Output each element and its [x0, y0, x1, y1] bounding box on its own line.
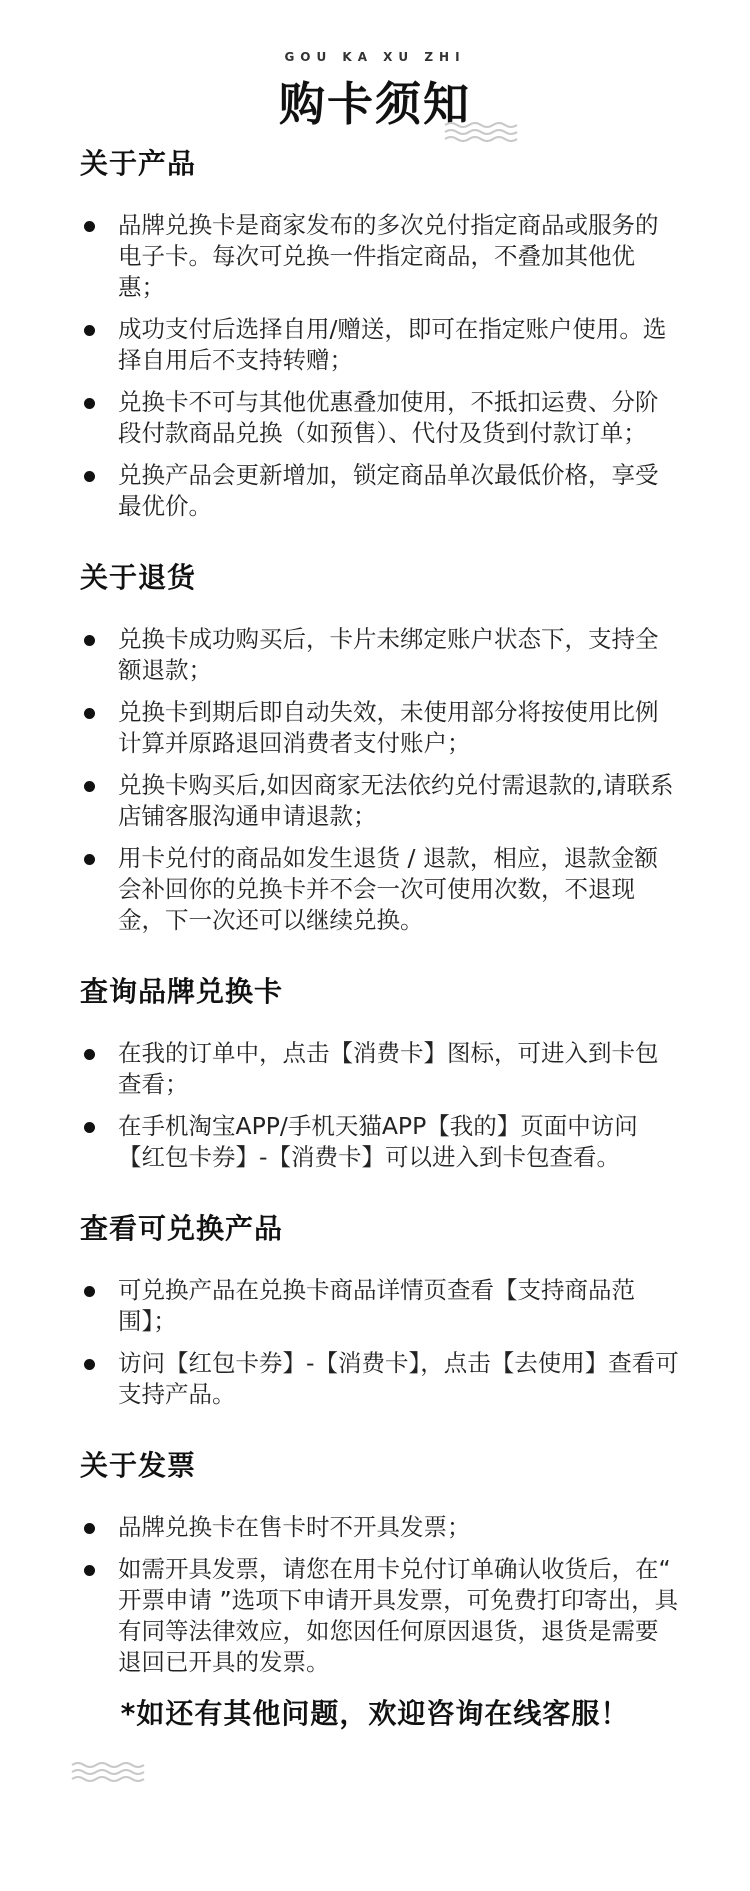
bullet-icon [84, 471, 95, 482]
list-item-text: 如需开具发票，请您在用卡兑付订单确认收货后，在“ 开票申请 ”选项下申请开具发票，可免费打印寄出，具有同等法律效应，如您因任何原因退货，退货是需要退回已开具的发票。 [118, 1555, 679, 1676]
section-heading: 查看可兑换产品 [80, 1212, 284, 1245]
list-item-text: 在我的订单中，点击【消费卡】图标，可进入到卡包查看； [118, 1039, 659, 1098]
section-heading: 查询品牌兑换卡 [80, 975, 284, 1008]
list-item-text: 品牌兑换卡在售卡时不开具发票； [118, 1513, 471, 1541]
list-item-text: 用卡兑付的商品如发生退货 / 退款，相应，退款金额会补回你的兑换卡并不会一次可使用次数，不退现金，下一次还可以继续兑换。 [118, 844, 658, 934]
wave-decoration-icon [443, 120, 519, 144]
list-item-text: 兑换卡到期后即自动失效，未使用部分将按使用比例计算并原路退回消费者支付账户； [118, 698, 659, 757]
bullet-icon [84, 1565, 95, 1576]
list-item [80, 387, 680, 449]
list-item-text: 兑换卡购买后,如因商家无法依约兑付需退款的,请联系店铺客服沟通申请退款； [118, 771, 674, 830]
list-item [80, 1348, 680, 1410]
section-invoice [80, 1444, 680, 1678]
list-item-text: 兑换卡不可与其他优惠叠加使用，不抵扣运费、分阶段付款商品兑换（如预售）、代付及货到付款订单； [118, 388, 659, 447]
list-item [80, 1111, 680, 1173]
list-item-text: 访问【红包卡券】-【消费卡】，点击【去使用】查看可支持产品。 [118, 1349, 679, 1408]
bullet-icon [84, 398, 95, 409]
page-title: 购卡须知 [279, 77, 471, 131]
bullet-icon [84, 1286, 95, 1297]
bullet-icon [84, 1359, 95, 1370]
list-item-text: 品牌兑换卡是商家发布的多次兑付指定商品或服务的电子卡。每次可兑换一件指定商品，不叠加其他优惠； [118, 211, 659, 301]
list-item [80, 770, 680, 832]
list-item [80, 697, 680, 759]
section-heading: 关于发票 [80, 1449, 197, 1482]
section-about-returns [80, 556, 680, 936]
list-item [80, 1275, 680, 1337]
bullet-list [80, 1512, 680, 1678]
bullet-list [80, 210, 680, 522]
list-item [80, 210, 680, 303]
section-heading: 关于退货 [80, 561, 197, 594]
list-item-text: 可兑换产品在兑换卡商品详情页查看【支持商品范围】； [118, 1276, 635, 1335]
bullet-icon [84, 1523, 95, 1534]
section-query-card [80, 970, 680, 1173]
list-item [80, 1512, 680, 1543]
bullet-icon [84, 635, 95, 646]
bullet-list [80, 624, 680, 936]
section-heading: 关于产品 [80, 147, 197, 180]
list-item-text: 在手机淘宝APP/手机天猫APP【我的】页面中访问【红包卡券】-【消费卡】可以进入到卡包查看。 [118, 1112, 638, 1171]
list-item-text: 兑换卡成功购买后，卡片未绑定账户状态下，支持全额退款； [118, 625, 659, 684]
list-item [80, 1038, 680, 1100]
bullet-list [80, 1038, 680, 1173]
list-item [80, 624, 680, 686]
list-item [80, 460, 680, 522]
list-item-text: 成功支付后选择自用/赠送，即可在指定账户使用。选择自用后不支持转赠； [118, 315, 667, 374]
section-about-product [80, 142, 680, 522]
list-item [80, 1554, 680, 1678]
bullet-icon [84, 325, 95, 336]
bullet-icon [84, 781, 95, 792]
wave-decoration-icon [70, 1760, 146, 1784]
list-item [80, 314, 680, 376]
section-view-products [80, 1207, 680, 1410]
bullet-icon [84, 221, 95, 232]
bullet-icon [84, 708, 95, 719]
bullet-icon [84, 854, 95, 865]
bullet-icon [84, 1122, 95, 1133]
notice-content [80, 142, 680, 1712]
list-item-text: 兑换产品会更新增加，锁定商品单次最低价格，享受最优价。 [118, 461, 659, 520]
title-pinyin: GOU KA XU ZHI [284, 50, 466, 64]
closing-note: *如还有其他问题，欢迎咨询在线客服！ [120, 1697, 630, 1730]
bullet-icon [84, 1049, 95, 1060]
bullet-list [80, 1275, 680, 1410]
list-item [80, 843, 680, 936]
